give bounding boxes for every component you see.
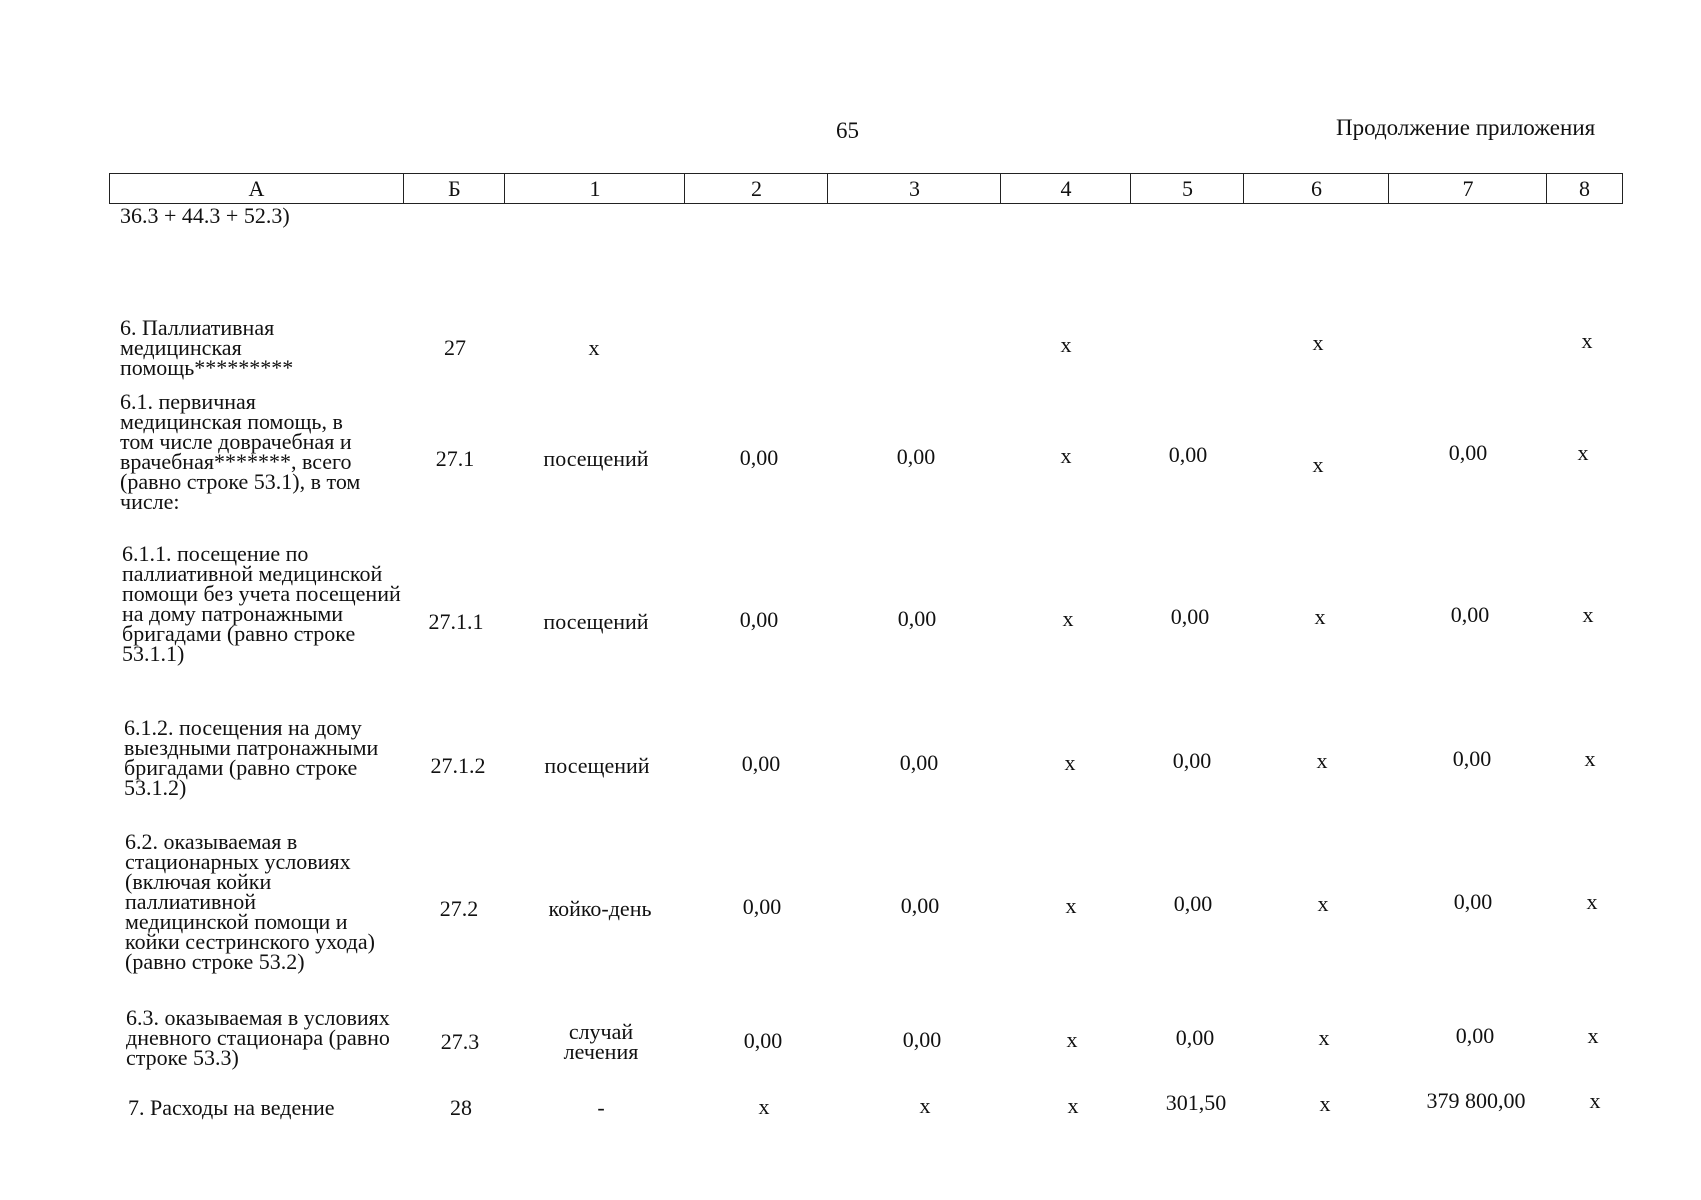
row-name: 6.1.2. посещения на дому выездными патронажными бригадами (равно строке 53.1.2)	[124, 715, 379, 800]
header-col-8: 8	[1546, 174, 1622, 203]
table-header-row	[109, 173, 1623, 204]
row-col-7: 0,00	[1453, 889, 1493, 914]
header-col-a: А	[248, 176, 265, 201]
row-unit: посещений	[543, 609, 649, 634]
row-col-6: х	[1316, 748, 1328, 773]
row-name: 6.3. оказываемая в условиях дневного стационара (равно строке 53.3)	[126, 1005, 390, 1070]
row-name: 6.1. первичная медицинская помощь, в том числе доврачебная и врачебная*******, всего (равно строке 53.1), в том числе:	[120, 389, 361, 514]
row-col-2: х	[758, 1094, 770, 1119]
row-col-2: 0,00	[741, 751, 781, 776]
row-col-6: х	[1312, 330, 1324, 355]
row-col-8: х	[1581, 328, 1593, 353]
row-col-8: х	[1586, 889, 1598, 914]
row-col-8: х	[1587, 1023, 1599, 1048]
row-col-2: 0,00	[739, 607, 779, 632]
row-unit: посещений	[544, 753, 650, 778]
row-unit: х	[588, 335, 600, 360]
row-col-3: 0,00	[896, 444, 936, 469]
header-col-6: 6	[1243, 174, 1389, 203]
header-col-5: 5	[1130, 174, 1244, 203]
row-col-6: х	[1312, 452, 1324, 477]
row-col-8: х	[1582, 602, 1594, 627]
carryover-text: 36.3 + 44.3 + 52.3)	[120, 203, 290, 228]
header-col-2: 2	[684, 174, 828, 203]
row-name: 6. Паллиативная медицинская помощь*********	[120, 315, 294, 380]
row-col-2: 0,00	[739, 445, 779, 470]
row-col-3: 0,00	[899, 750, 939, 775]
row-col-4: х	[1062, 606, 1074, 631]
row-col-8: х	[1584, 746, 1596, 771]
row-col-4: х	[1067, 1093, 1079, 1118]
row-col-5: 0,00	[1170, 604, 1210, 629]
row-col-6: х	[1317, 891, 1329, 916]
row-unit: -	[597, 1095, 605, 1120]
row-unit: койко-день	[548, 896, 652, 921]
row-col-4: х	[1064, 750, 1076, 775]
row-col-6: х	[1319, 1091, 1331, 1116]
row-col-6: х	[1318, 1025, 1330, 1050]
row-col-3: 0,00	[900, 893, 940, 918]
row-code: 27.1.1	[428, 609, 484, 634]
header-col-b: Б	[403, 174, 505, 203]
row-col-4: х	[1060, 332, 1072, 357]
header-col-4: 4	[1000, 174, 1131, 203]
row-col-5: 301,50	[1165, 1090, 1227, 1115]
row-col-4: х	[1065, 893, 1077, 918]
row-code: 28	[450, 1095, 472, 1120]
row-col-3: 0,00	[897, 606, 937, 631]
row-col-8: х	[1589, 1088, 1601, 1113]
row-code: 27.3	[440, 1029, 480, 1054]
row-unit: посещений	[543, 446, 649, 471]
row-col-6: х	[1314, 604, 1326, 629]
row-code: 27.2	[439, 896, 479, 921]
header-col-1: 1	[504, 174, 685, 203]
row-col-5: 0,00	[1168, 442, 1208, 467]
row-col-5: 0,00	[1175, 1025, 1215, 1050]
row-col-7: 0,00	[1450, 602, 1490, 627]
row-name: 7. Расходы на ведение	[128, 1095, 335, 1120]
row-col-7: 379 800,00	[1426, 1088, 1526, 1113]
row-col-5: 0,00	[1173, 891, 1213, 916]
row-name: 6.1.1. посещение по паллиативной медицинской помощи без учета посещений на дому патронажными бригадами (равно строке 53.1.1)	[122, 541, 401, 666]
continuation-label: Продолжение приложения	[1336, 115, 1596, 140]
row-col-7: 0,00	[1455, 1023, 1495, 1048]
header-col-7: 7	[1388, 174, 1547, 203]
page-number: 65	[836, 118, 859, 143]
row-name: 6.2. оказываемая в стационарных условиях (включая койки паллиативной медицинской помощи и койки сестринского ухода) (равно строке 53.2)	[125, 829, 375, 974]
row-unit: случай лечения	[563, 1019, 639, 1064]
row-col-5: 0,00	[1172, 748, 1212, 773]
row-col-7: 0,00	[1452, 746, 1492, 771]
row-col-2: 0,00	[742, 894, 782, 919]
row-code: 27.1.2	[430, 753, 486, 778]
row-col-3: 0,00	[902, 1027, 942, 1052]
row-col-4: х	[1066, 1027, 1078, 1052]
row-col-7: 0,00	[1448, 440, 1488, 465]
row-col-4: х	[1060, 443, 1072, 468]
row-col-2: 0,00	[743, 1028, 783, 1053]
row-code: 27	[444, 335, 466, 360]
row-code: 27.1	[435, 446, 475, 471]
row-col-3: х	[919, 1093, 931, 1118]
header-col-3: 3	[827, 174, 1001, 203]
row-col-8: х	[1577, 440, 1589, 465]
